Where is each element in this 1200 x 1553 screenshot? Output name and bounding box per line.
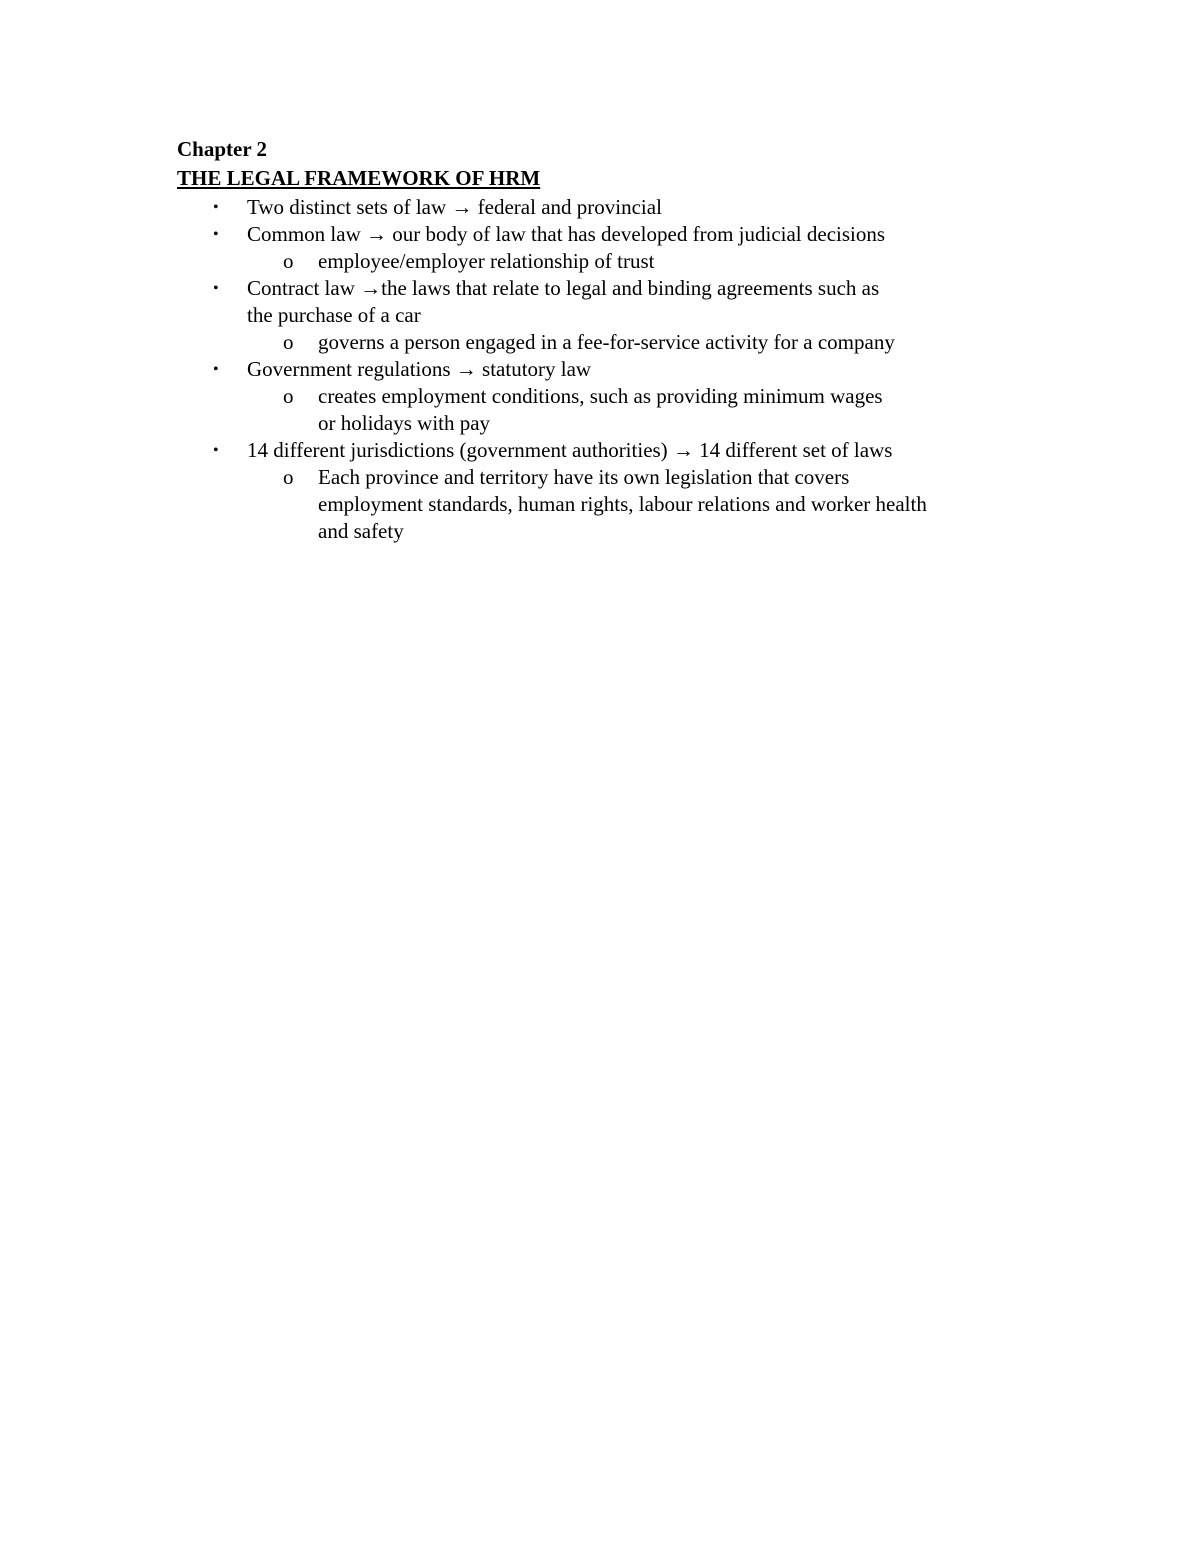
section-heading: THE LEGAL FRAMEWORK OF HRM: [177, 166, 541, 190]
list-item: [177, 356, 967, 437]
sub-bullet-icon: o: [283, 465, 294, 489]
list-item: [177, 275, 1037, 356]
bullet-icon: •: [213, 226, 219, 243]
sub-list: [247, 464, 967, 545]
bullet-icon: •: [213, 280, 219, 297]
sub-list-item-text: employee/employer relationship of trust: [318, 249, 655, 273]
chapter-title: Chapter 2: [177, 137, 268, 161]
bullet-icon: •: [213, 442, 219, 459]
sub-list-item-text: governs a person engaged in a fee-for-service activity for a company: [318, 330, 895, 354]
sub-list-item: [247, 248, 967, 275]
list-item-text: Two distinct sets of law → federal and provincial: [247, 195, 662, 219]
document-content: [177, 136, 977, 545]
list-item-text: 14 different jurisdictions (government authorities) → 14 different set of laws: [247, 438, 893, 462]
sub-list-item: [247, 383, 967, 437]
sub-list-item: [247, 329, 1037, 356]
list-item: [177, 437, 967, 545]
sub-list: [247, 248, 967, 275]
list-item: [177, 221, 967, 275]
list-item-text: Contract law →the laws that relate to legal and binding agreements such as the purchase of a car: [247, 276, 880, 327]
sub-bullet-icon: o: [283, 330, 294, 354]
sub-list-item-text: creates employment conditions, such as providing minimum wages or holidays with pay: [318, 384, 883, 435]
sub-list-item-text: Each province and territory have its own legislation that covers employment standards, human rights, labour relations and worker health and safety: [318, 465, 927, 543]
sub-list: [247, 329, 1037, 356]
sub-bullet-icon: o: [283, 249, 294, 273]
sub-bullet-icon: o: [283, 384, 294, 408]
bullet-icon: •: [213, 199, 219, 216]
sub-list: [247, 383, 967, 437]
bullet-icon: •: [213, 361, 219, 378]
list-item-text: Common law → our body of law that has developed from judicial decisions: [247, 222, 886, 246]
bullet-list: [177, 194, 977, 545]
sub-list-item: [247, 464, 967, 545]
list-item: [177, 194, 967, 221]
list-item-text: Government regulations → statutory law: [247, 357, 592, 381]
